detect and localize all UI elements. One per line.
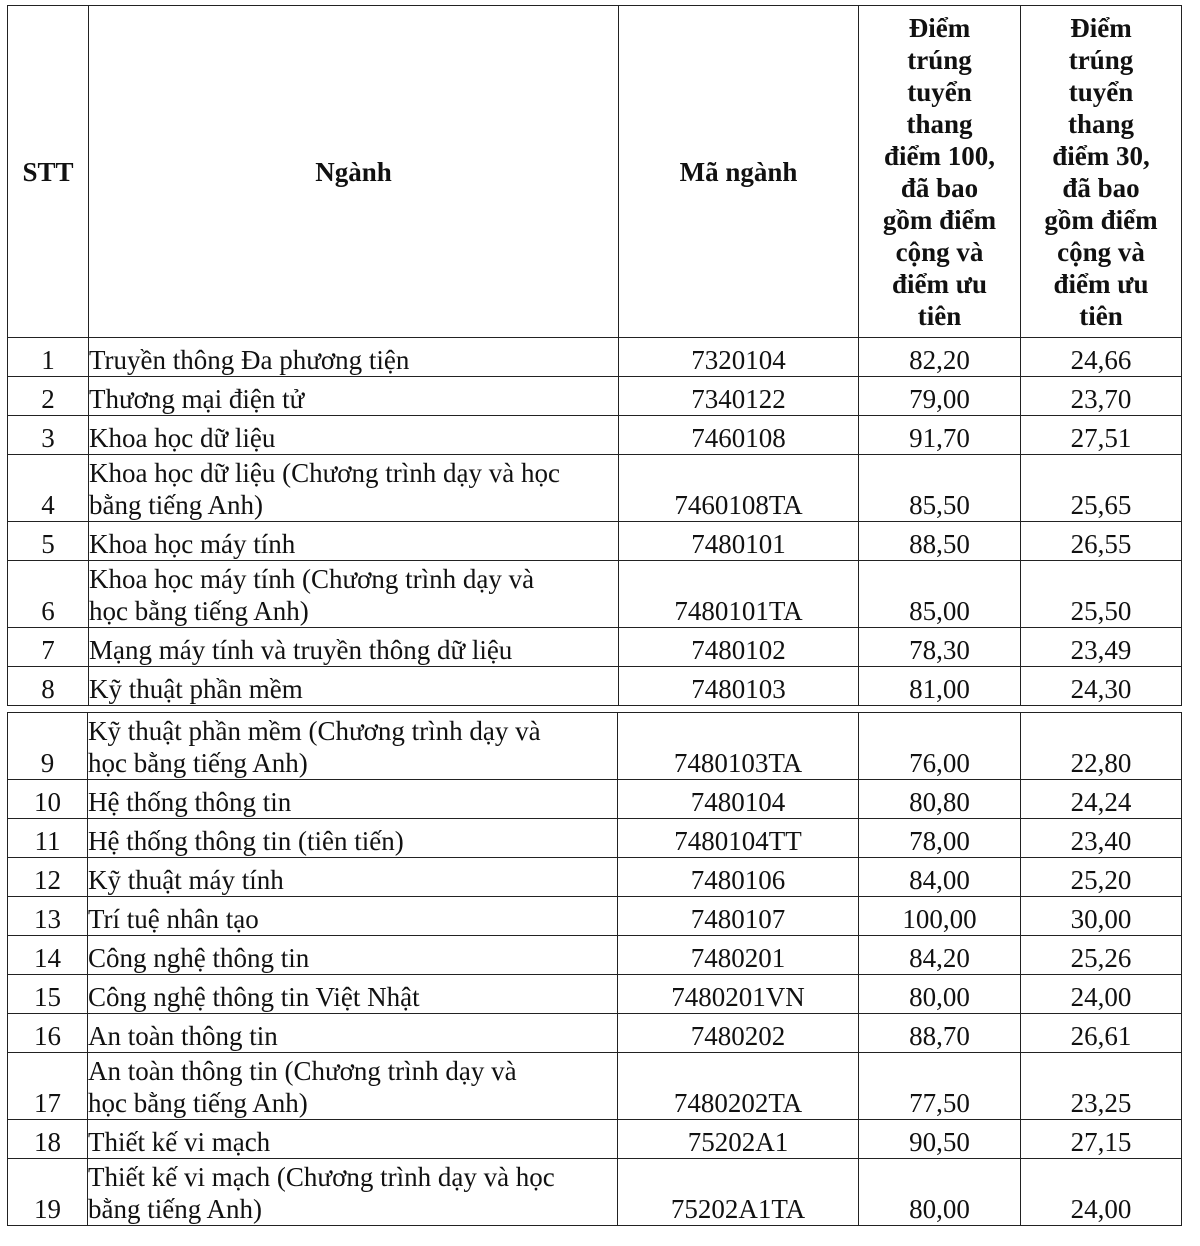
admission-score-table-part2 [7,712,1182,1226]
text-line: Khoa học dữ liệu [89,423,276,453]
table-header-row [8,6,1182,338]
row-stt: 13 [8,897,88,936]
row-ma-nganh: 7460108 [619,416,859,455]
row-ma-nganh: 7480104 [618,780,859,819]
row-score-100: 78,30 [859,628,1021,667]
text-line: Hệ thống thông tin (tiên tiến) [88,826,404,856]
table-row [8,713,1182,780]
text-line: Khoa học dữ liệu (Chương trình dạy và học [89,458,560,488]
admission-score-table-part1 [7,5,1182,706]
row-ma-nganh: 7480103 [619,667,859,706]
table-row [8,858,1182,897]
text-line: An toàn thông tin [88,1021,278,1051]
text-line: thang [906,108,973,139]
table-row [8,897,1182,936]
row-score-30: 24,00 [1021,1159,1182,1226]
row-score-30: 26,55 [1021,522,1182,561]
row-score-30: 23,40 [1021,819,1182,858]
row-nganh [88,936,618,975]
row-stt: 8 [8,667,89,706]
row-nganh [89,561,619,628]
row-ma-nganh: 7480107 [618,897,859,936]
row-stt: 7 [8,628,89,667]
row-ma-nganh: 7480101TA [619,561,859,628]
row-score-100: 76,00 [859,713,1021,780]
text-line: trúng [907,44,972,75]
text-line: đã bao [1062,172,1140,203]
row-nganh [88,1120,618,1159]
row-stt: 19 [8,1159,88,1226]
row-score-100: 88,70 [859,1014,1021,1053]
row-stt: 14 [8,936,88,975]
text-line: Khoa học máy tính [89,529,296,559]
row-score-100: 90,50 [859,1120,1021,1159]
row-score-100: 84,20 [859,936,1021,975]
row-ma-nganh: 7480201VN [618,975,859,1014]
text-line: thang [1067,108,1135,139]
text-line: Kỹ thuật phần mềm [89,674,303,704]
row-ma-nganh: 75202A1TA [618,1159,859,1226]
row-ma-nganh: 7480103TA [618,713,859,780]
row-score-100: 82,20 [859,338,1021,377]
row-stt: 12 [8,858,88,897]
text-line: học bằng tiếng Anh) [89,596,309,626]
text-line: cộng và [895,236,984,267]
row-score-30: 22,80 [1021,713,1182,780]
text-line: gồm điểm [1044,204,1158,235]
row-stt: 2 [8,377,89,416]
row-stt: 18 [8,1120,88,1159]
row-score-100: 91,70 [859,416,1021,455]
text-line: Mạng máy tính và truyền thông dữ liệu [89,635,513,665]
table-row [8,1053,1182,1120]
table-row [8,522,1182,561]
text-line: điểm ưu [892,268,987,299]
row-nganh [88,858,618,897]
row-score-30: 27,15 [1021,1120,1182,1159]
row-nganh [88,780,618,819]
text-line: Khoa học máy tính (Chương trình dạy và [89,564,535,594]
row-score-30: 25,50 [1021,561,1182,628]
row-score-30: 25,20 [1021,858,1182,897]
row-score-30: 25,26 [1021,936,1182,975]
row-score-100: 100,00 [859,897,1021,936]
row-stt: 16 [8,1014,88,1053]
text-line: điểm 100, [884,140,995,171]
text-line: Điểm [1070,12,1132,43]
row-ma-nganh: 7320104 [619,338,859,377]
text-line: Điểm [908,12,971,43]
row-nganh [88,1053,618,1120]
header-score-30 [1021,6,1182,338]
text-line: gồm điểm [882,204,997,235]
row-nganh [89,522,619,561]
header-score-100 [859,6,1021,338]
table-row [8,416,1182,455]
row-score-100: 79,00 [859,377,1021,416]
row-stt: 15 [8,975,88,1014]
row-nganh [88,819,618,858]
table-row [8,561,1182,628]
row-ma-nganh: 7480104TT [618,819,859,858]
row-score-100: 80,00 [859,1159,1021,1226]
text-line: Thiết kế vi mạch (Chương trình dạy và học [88,1162,555,1192]
row-nganh [89,455,619,522]
row-ma-nganh: 7480201 [618,936,859,975]
text-line: tuyển [1068,76,1134,107]
text-line: học bằng tiếng Anh) [88,748,308,778]
row-ma-nganh: 7480202TA [618,1053,859,1120]
row-score-30: 23,70 [1021,377,1182,416]
text-line: tiên [1079,300,1123,331]
table-row [8,780,1182,819]
row-ma-nganh: 7480106 [618,858,859,897]
table-row [8,819,1182,858]
row-score-100: 80,80 [859,780,1021,819]
row-score-30: 24,24 [1021,780,1182,819]
row-ma-nganh: 7480202 [618,1014,859,1053]
row-score-100: 88,50 [859,522,1021,561]
row-nganh [89,667,619,706]
text-line: học bằng tiếng Anh) [88,1088,308,1118]
row-score-30: 30,00 [1021,897,1182,936]
text-line: Thương mại điện tử [89,384,305,414]
row-score-100: 78,00 [859,819,1021,858]
text-line: Công nghệ thông tin Việt Nhật [88,982,420,1012]
text-line: tiên [917,300,962,331]
text-line: Kỹ thuật máy tính [88,865,284,895]
header-stt: STT [8,6,89,338]
text-line: đã bao [900,172,979,203]
table-row [8,1120,1182,1159]
table-row [8,667,1182,706]
text-line: Kỹ thuật phần mềm (Chương trình dạy và [88,716,541,746]
row-stt: 9 [8,713,88,780]
row-nganh [89,377,619,416]
text-line: điểm 30, [1052,140,1150,171]
row-ma-nganh: 7460108TA [619,455,859,522]
text-line: tuyển [907,76,972,107]
text-line: Truyền thông Đa phương tiện [89,345,410,375]
row-score-30: 27,51 [1021,416,1182,455]
row-stt: 5 [8,522,89,561]
table-row [8,1159,1182,1226]
row-ma-nganh: 7480101 [619,522,859,561]
row-nganh [88,1159,618,1226]
row-score-30: 24,66 [1021,338,1182,377]
row-score-100: 85,50 [859,455,1021,522]
table-row [8,1014,1182,1053]
text-line: An toàn thông tin (Chương trình dạy và [88,1056,517,1086]
row-stt: 1 [8,338,89,377]
row-nganh [88,897,618,936]
row-ma-nganh: 7480102 [619,628,859,667]
row-stt: 10 [8,780,88,819]
table-row [8,975,1182,1014]
row-score-100: 81,00 [859,667,1021,706]
row-stt: 17 [8,1053,88,1120]
table-row [8,936,1182,975]
text-line: trúng [1068,44,1134,75]
table-row [8,338,1182,377]
row-score-30: 25,65 [1021,455,1182,522]
row-stt: 4 [8,455,89,522]
text-line: cộng và [1057,236,1145,267]
table-row [8,455,1182,522]
text-line: Công nghệ thông tin [88,943,310,973]
row-stt: 11 [8,819,88,858]
row-nganh [88,975,618,1014]
row-score-30: 23,25 [1021,1053,1182,1120]
row-nganh [89,338,619,377]
row-score-100: 85,00 [859,561,1021,628]
row-score-100: 84,00 [859,858,1021,897]
row-nganh [89,628,619,667]
row-nganh [88,1014,618,1053]
text-line: bằng tiếng Anh) [88,1194,262,1224]
text-line: Hệ thống thông tin [88,787,292,817]
text-line: Thiết kế vi mạch [88,1127,271,1157]
row-score-100: 80,00 [859,975,1021,1014]
text-line: Trí tuệ nhân tạo [88,904,259,934]
row-stt: 3 [8,416,89,455]
text-line: điểm ưu [1053,268,1149,299]
header-nganh: Ngành [89,6,619,338]
header-ma-nganh: Mã ngành [619,6,859,338]
row-stt: 6 [8,561,89,628]
row-ma-nganh: 7340122 [619,377,859,416]
row-score-30: 24,30 [1021,667,1182,706]
row-score-100: 77,50 [859,1053,1021,1120]
row-ma-nganh: 75202A1 [618,1120,859,1159]
row-nganh [89,416,619,455]
text-line: bằng tiếng Anh) [89,490,263,520]
row-nganh [88,713,618,780]
row-score-30: 26,61 [1021,1014,1182,1053]
row-score-30: 24,00 [1021,975,1182,1014]
table-row [8,377,1182,416]
row-score-30: 23,49 [1021,628,1182,667]
table-row [8,628,1182,667]
